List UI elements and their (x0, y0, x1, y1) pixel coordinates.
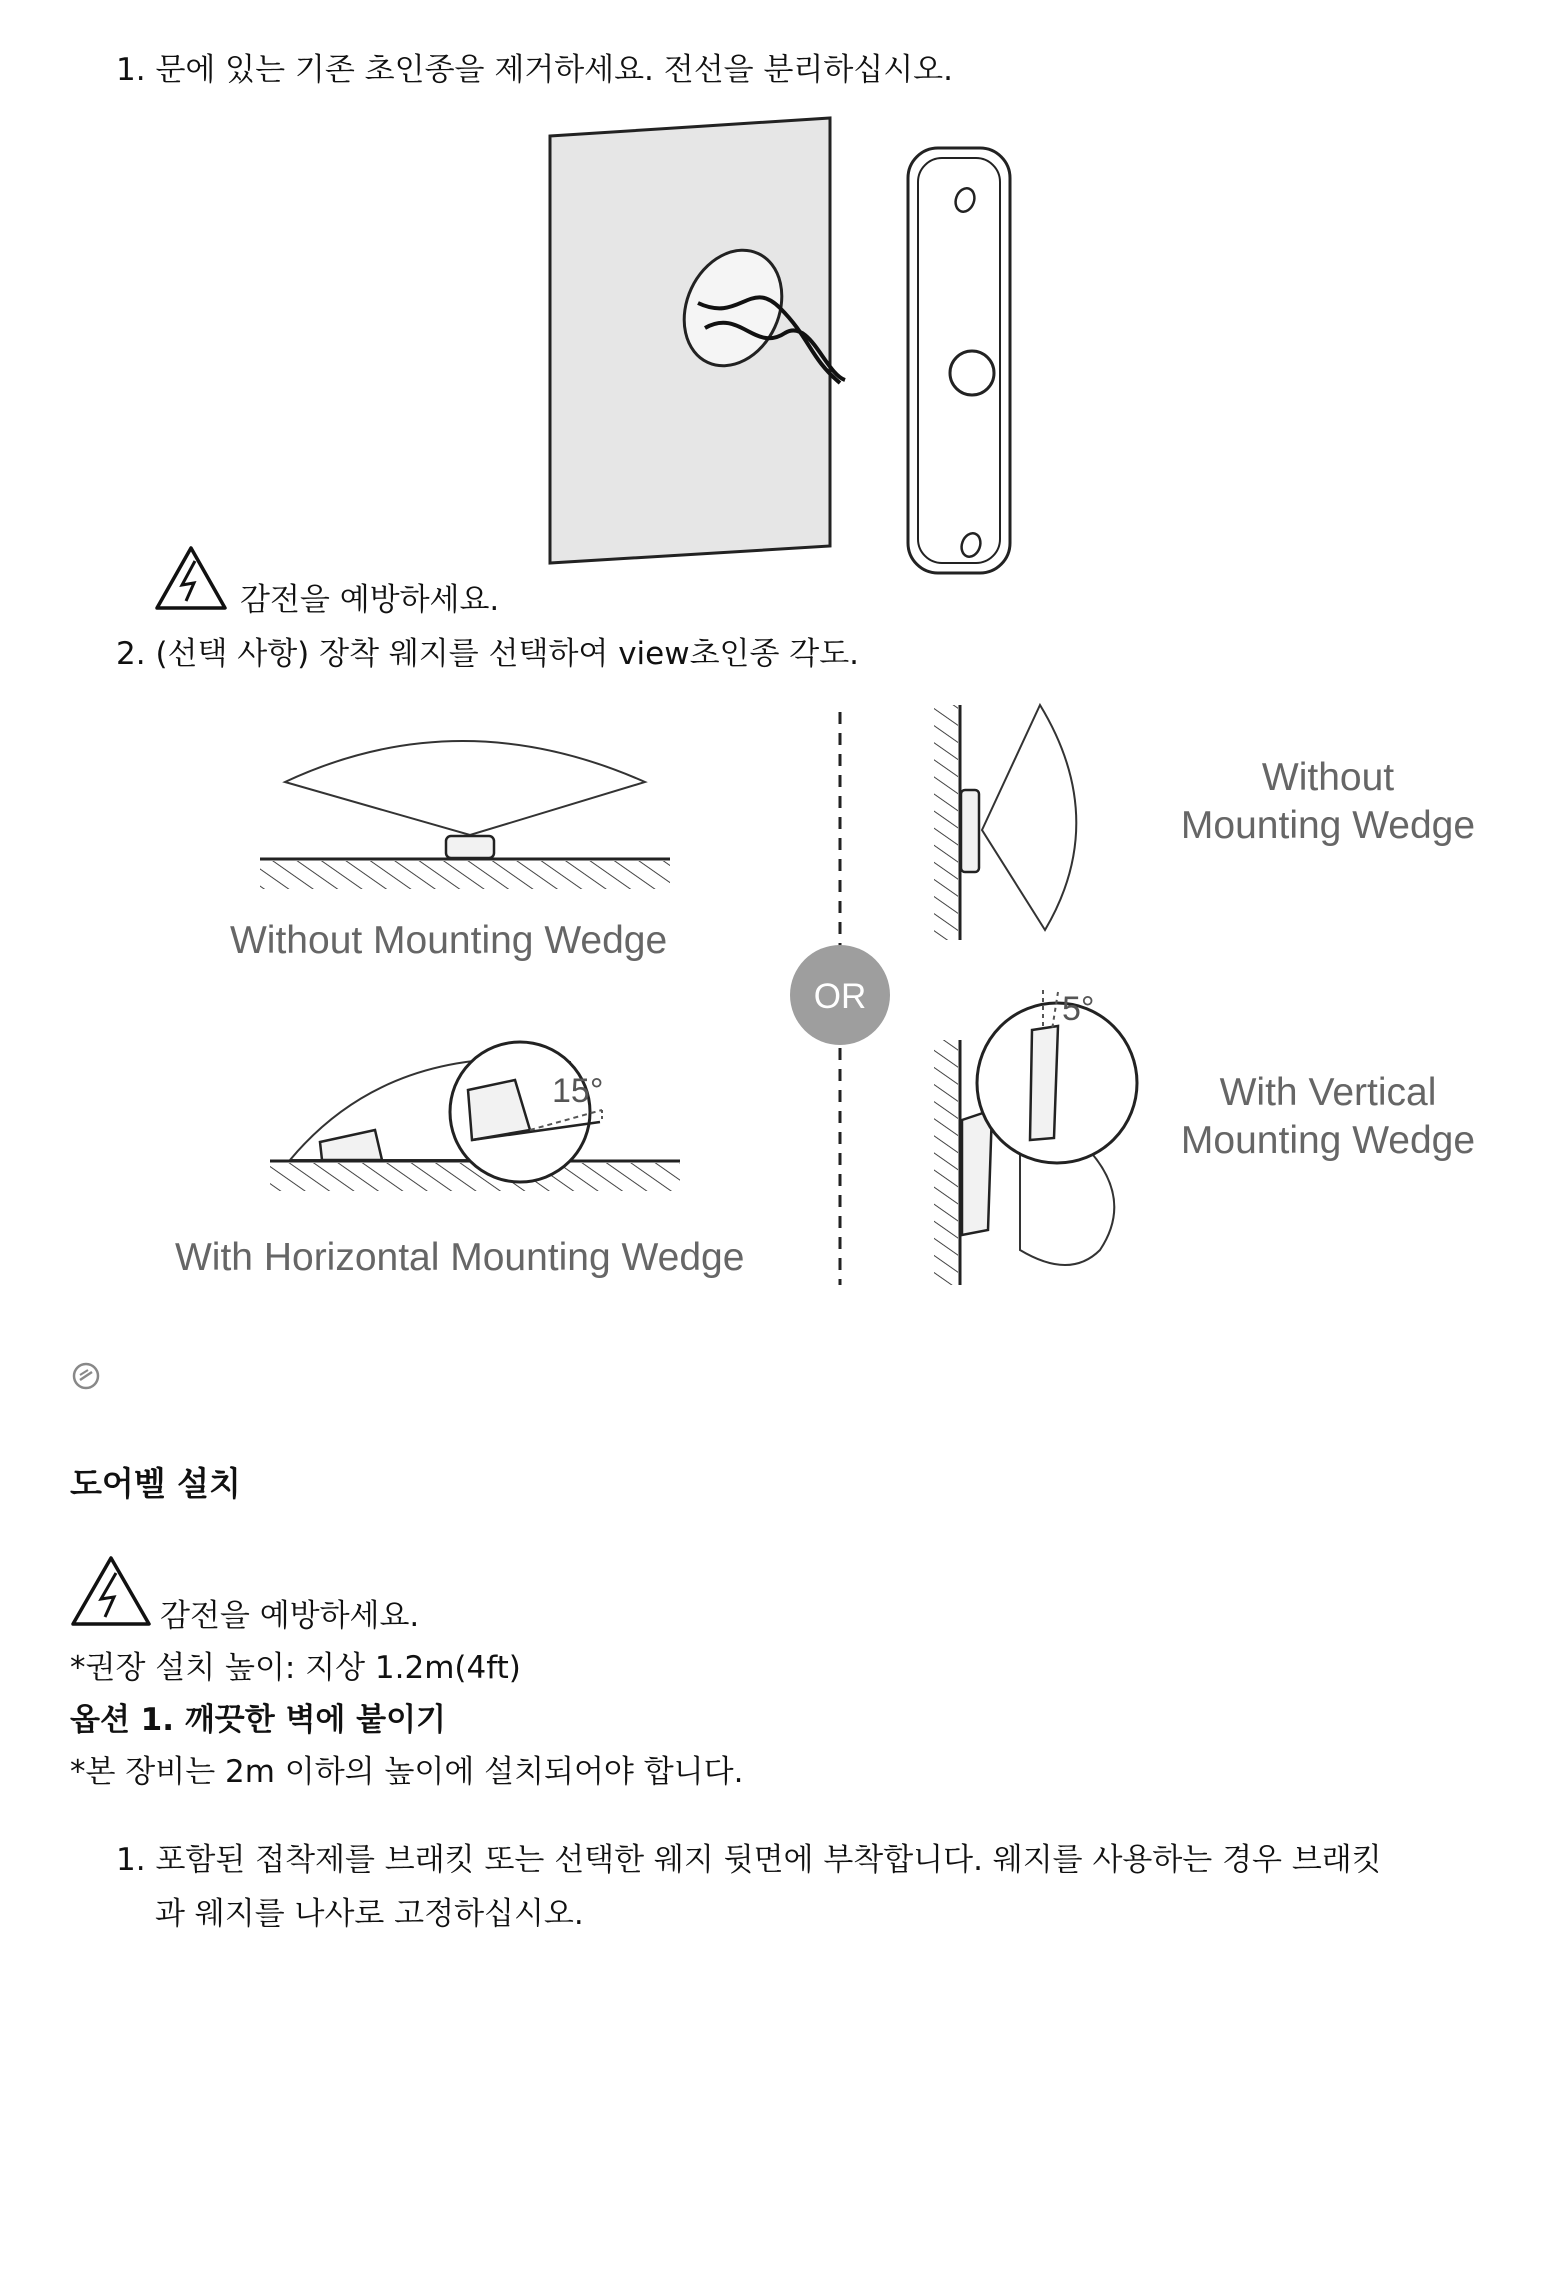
install-step1-line1: 포함된 접착제를 브래킷 또는 선택한 웨지 뒷면에 부착합니다. 웨지를 사용하는 경우 브래킷 (155, 1842, 1382, 1878)
horizontal-with-wedge-diagram (270, 1042, 680, 1191)
label-with-horizontal: With Horizontal Mounting Wedge (175, 1236, 745, 1279)
install-step1-line2: 과 웨지를 나사로 고정하십시오. (155, 1896, 584, 1932)
option1-note: *본 장비는 2m 이하의 높이에 설치되어야 합니다. (70, 1754, 744, 1790)
section-warning-text: 감전을 예방하세요. (160, 1598, 420, 1634)
install-step1-number: 1. (116, 1842, 146, 1878)
broken-image-icon (70, 1360, 102, 1392)
label-with-vertical-1: With Vertical (1219, 1071, 1437, 1114)
horizontal-without-wedge-diagram (260, 741, 670, 889)
vertical-with-wedge-diagram (934, 990, 1137, 1285)
step2 (116, 634, 859, 674)
angle-horizontal: 15° (552, 1072, 604, 1110)
label-without-vertical-1: Without (1261, 756, 1395, 799)
option1-heading: 옵션 1. 깨끗한 벽에 붙이기 (70, 1702, 446, 1738)
or-label: OR (813, 977, 867, 1016)
doorbell-flat (446, 836, 494, 858)
high-voltage-warning-icon (154, 545, 228, 611)
angle-vertical: 5° (1062, 990, 1095, 1028)
vertical-without-wedge-diagram (934, 705, 1076, 940)
step1-text: 문에 있는 기존 초인종을 제거하세요. 전선을 분리하십시오. (155, 52, 953, 88)
step2-number: 2. (116, 636, 146, 672)
label-without-horizontal: Without Mounting Wedge (230, 919, 668, 962)
label-without-vertical-2: Mounting Wedge (1180, 804, 1476, 847)
install-step1 (116, 1840, 1382, 1880)
high-voltage-warning-icon-2 (70, 1555, 152, 1627)
doorbell-vertical-flat (961, 790, 979, 872)
install-height-note: *권장 설치 높이: 지상 1.2m(4ft) (70, 1650, 521, 1686)
mounting-wedge-figure (150, 690, 1500, 1310)
warning1-text: 감전을 예방하세요. (240, 582, 500, 618)
section-heading: 도어벨 설치 (70, 1464, 241, 1503)
label-with-vertical-2: Mounting Wedge (1180, 1119, 1476, 1162)
step1 (116, 50, 953, 90)
doorbell-removal-figure (540, 108, 1040, 608)
step1-number: 1. (116, 52, 146, 88)
step2-text: (선택 사항) 장착 웨지를 선택하여 view초인종 각도. (155, 636, 860, 672)
